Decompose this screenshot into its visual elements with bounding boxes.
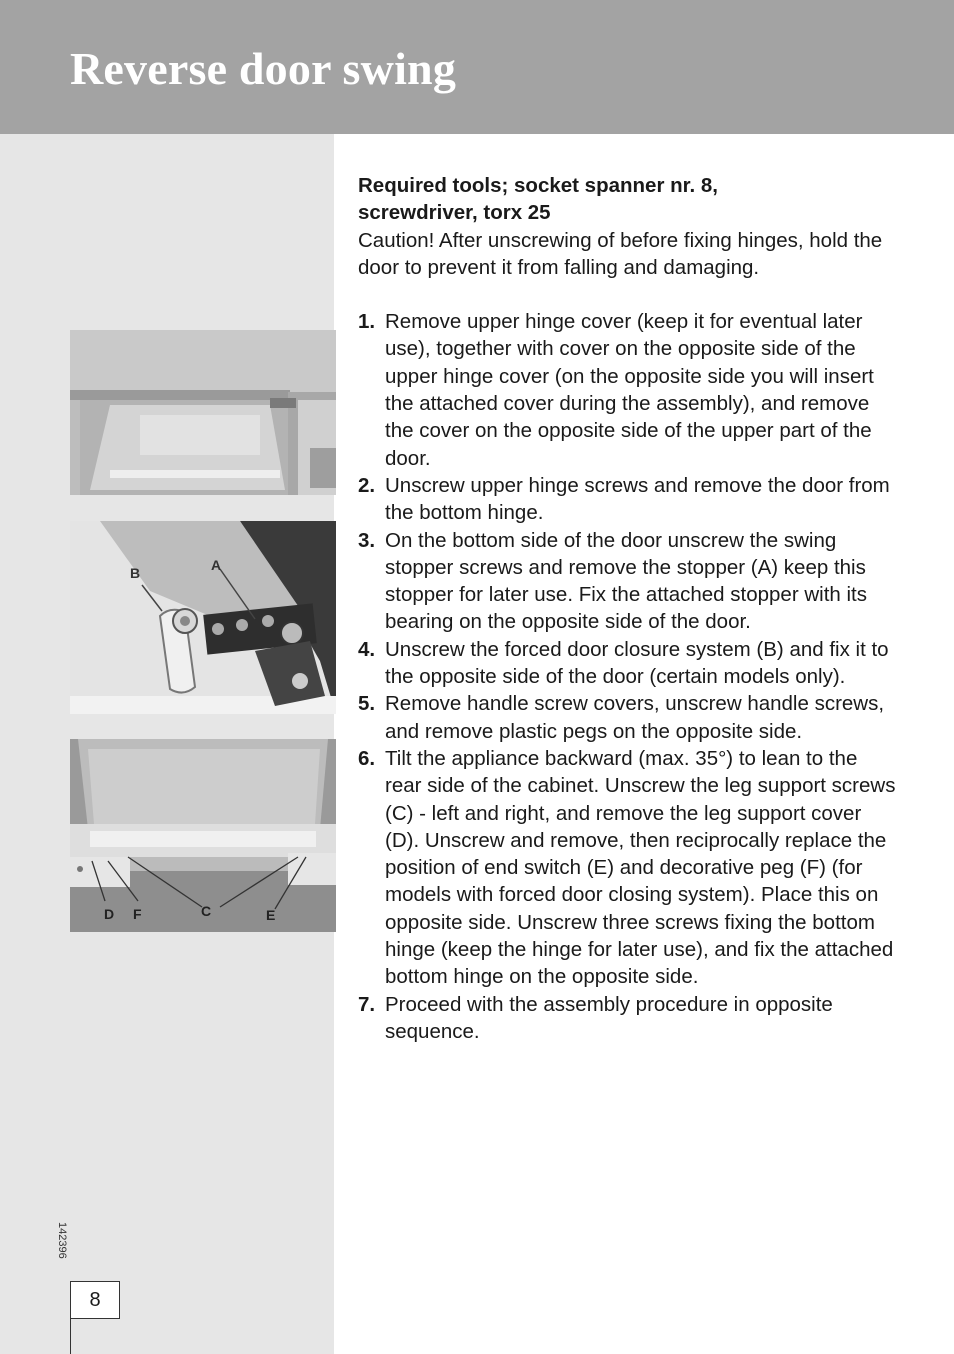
list-item bbox=[358, 991, 898, 1046]
step-text: Unscrew upper hinge screws and remove the door from the bottom hinge. bbox=[385, 473, 890, 525]
label-d: D bbox=[104, 906, 115, 922]
step-text: Unscrew the forced door closure system (B) and fix it to the opposite side of the door (certain models only). bbox=[385, 637, 889, 689]
document-code: 142396 bbox=[56, 1222, 68, 1259]
label-a: A bbox=[211, 557, 222, 573]
list-item bbox=[358, 745, 898, 991]
step-text: On the bottom side of the door unscrew the swing stopper screws and remove the stopper (A) keep this stopper for later use. Fix the attached stopper with its bearing on the opposite side of the door. bbox=[385, 528, 867, 634]
step-text: Tilt the appliance backward (max. 35°) to lean to the rear side of the cabinet. Unscrew the leg support screws (C) - left and right, and remove the leg support cover (D). Unscrew and remove, then reciprocally replace the position of end switch (E) and decorative peg (F) (for models with forced door closing system). Place this on opposite side. Unscrew three screws fixing the bottom hinge (keep the hinge for later use), and fix the attached bottom hinge on the opposite side. bbox=[385, 746, 896, 989]
required-tools-line-1: Required tools; socket spanner nr. 8, bbox=[358, 174, 718, 197]
list-item bbox=[358, 308, 898, 472]
list-item bbox=[358, 636, 898, 691]
photo-hinge-detail bbox=[70, 521, 336, 714]
label-f: F bbox=[133, 906, 142, 922]
step-text: Proceed with the assembly procedure in opposite sequence. bbox=[385, 992, 833, 1043]
spacer bbox=[358, 281, 898, 308]
step-text: Remove upper hinge cover (keep it for eventual later use), together with cover on the opposite side of the upper hinge cover (on the opposite side you will insert the attached cover during the assembly), and remove the cover on the opposite side of the upper part of the door. bbox=[385, 310, 874, 470]
step-number: 7. bbox=[358, 992, 376, 1016]
step-number: 2. bbox=[358, 473, 376, 497]
step-number: 6. bbox=[358, 746, 376, 770]
photo-bottom-cabinet bbox=[70, 739, 336, 932]
page-number: 8 bbox=[70, 1281, 120, 1319]
step-number: 4. bbox=[358, 637, 376, 661]
step-number: 3. bbox=[358, 528, 376, 552]
page-title: Reverse door swing bbox=[70, 43, 457, 94]
page-header bbox=[0, 0, 954, 134]
list-item bbox=[358, 527, 898, 636]
list-item bbox=[358, 472, 898, 527]
photo-upper-hinge bbox=[70, 330, 336, 495]
caution-text: Caution! After unscrewing of before fixing hinges, hold the door to prevent it from falling and damaging. bbox=[358, 228, 883, 279]
label-e: E bbox=[266, 907, 276, 923]
step-text: Remove handle screw covers, unscrew handle screws, and remove plastic pegs on the opposite side. bbox=[385, 692, 885, 743]
list-item bbox=[358, 690, 898, 745]
label-c: C bbox=[201, 903, 212, 919]
step-number: 5. bbox=[358, 692, 376, 716]
label-b: B bbox=[130, 565, 141, 581]
required-tools bbox=[358, 172, 898, 227]
page-number-rule bbox=[70, 1319, 71, 1354]
step-number: 1. bbox=[358, 310, 376, 334]
steps-list bbox=[358, 308, 898, 1045]
instructions-content bbox=[358, 172, 898, 1045]
required-tools-line-2: screwdriver, torx 25 bbox=[358, 201, 551, 225]
